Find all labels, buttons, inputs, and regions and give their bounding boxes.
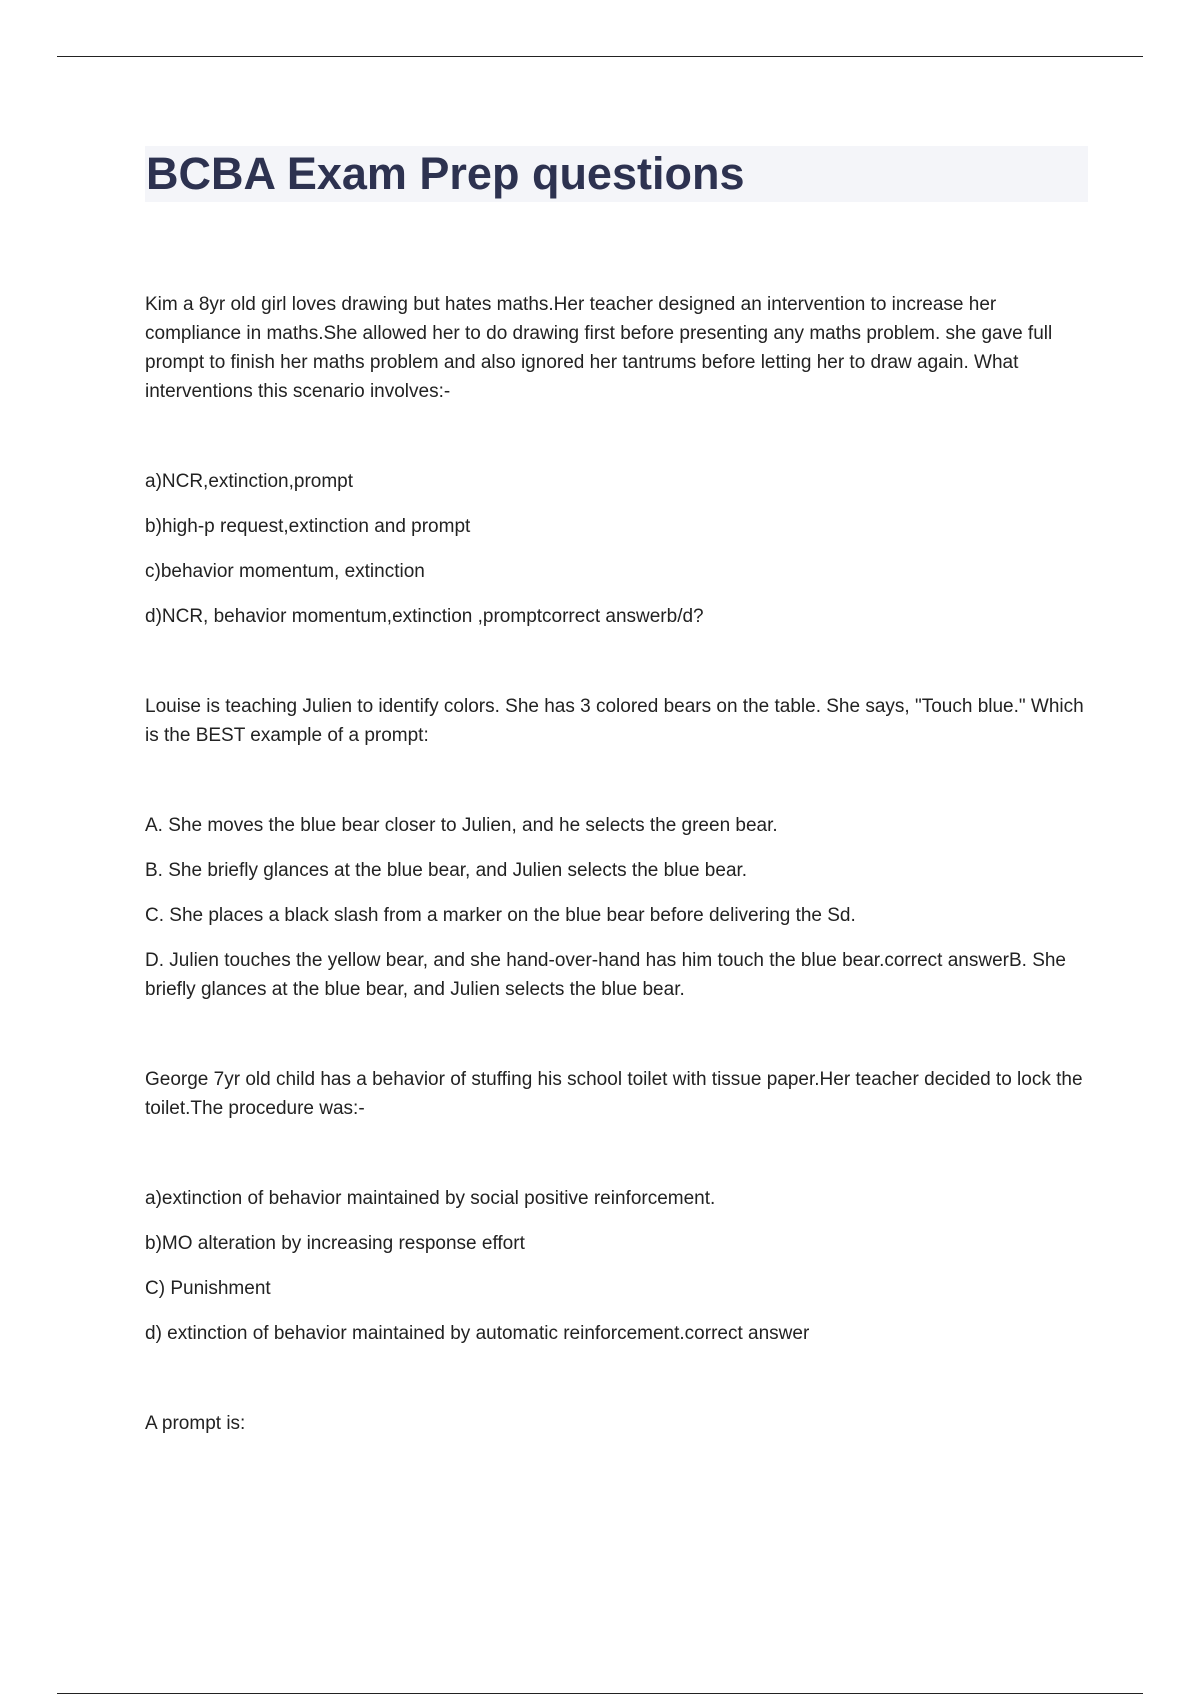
question-1-option-a: a)NCR,extinction,prompt [145,471,354,492]
question-2-option-b: B. She briefly glances at the blue bear, and Julien selects the blue bear. [145,860,748,881]
footer-rule [57,1693,1143,1694]
page-title: BCBA Exam Prep questions [146,148,745,199]
question-3-options [145,1184,1085,1348]
question-2-options [145,811,1085,1004]
question-1-option-c: c)behavior momentum, extinction [145,561,425,582]
question-1-option-d: d)NCR, behavior momentum,extinction ,promptcorrect answerb/d? [145,606,704,627]
question-3-option-d: d) extinction of behavior maintained by automatic reinforcement.correct answer [145,1323,810,1344]
question-4-text: A prompt is: [145,1413,246,1434]
question-2-option-d: D. Julien touches the yellow bear, and she hand-over-hand has him touch the blue bear.correct answerB. She briefly glances at the blue bear, and Julien selects the blue bear. [145,950,1066,1000]
question-3-text: George 7yr old child has a behavior of stuffing his school toilet with tissue paper.Her teacher decided to lock the toilet.The procedure was:- [145,1069,1083,1119]
document-body [145,290,1085,1499]
question-1-option-b: b)high-p request,extinction and prompt [145,516,471,537]
question-1-options [145,467,1085,631]
question-2-option-c: C. She places a black slash from a marker on the blue bear before delivering the Sd. [145,905,856,926]
question-3-option-b: b)MO alteration by increasing response effort [145,1233,525,1254]
header-rule [57,56,1143,57]
question-3-option-c: C) Punishment [145,1278,271,1299]
question-2-option-a: A. She moves the blue bear closer to Julien, and he selects the green bear. [145,815,778,836]
question-3-option-a: a)extinction of behavior maintained by social positive reinforcement. [145,1188,716,1209]
question-2-text: Louise is teaching Julien to identify colors. She has 3 colored bears on the table. She says, "Touch blue." Which is the BEST example of a prompt: [145,696,1084,746]
question-1-text: Kim a 8yr old girl loves drawing but hates maths.Her teacher designed an intervention to increase her compliance in maths.She allowed her to do drawing first before presenting any maths problem. she gave full prompt to finish her maths problem and also ignored her tantrums before letting her to draw again. What interventions this scenario involves:- [145,294,1053,402]
